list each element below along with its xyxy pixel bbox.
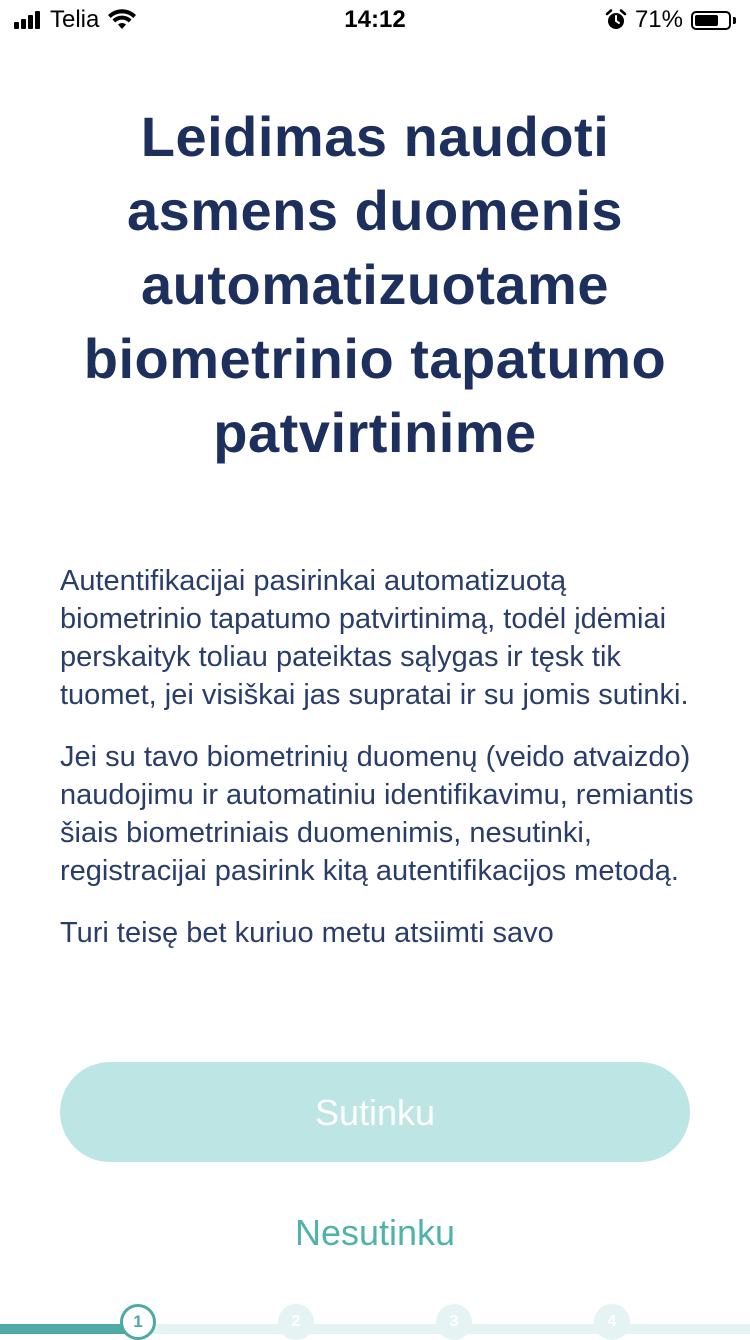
step-indicator-4: 4 bbox=[594, 1304, 630, 1340]
carrier-name: Telia bbox=[50, 6, 100, 33]
battery-percent: 71% bbox=[634, 6, 683, 33]
scroll-fade bbox=[0, 990, 750, 1040]
consent-text[interactable] bbox=[60, 562, 700, 1034]
battery-icon bbox=[691, 11, 731, 30]
step-indicator-2: 2 bbox=[278, 1304, 314, 1340]
disagree-button[interactable]: Nesutinku bbox=[0, 1204, 750, 1262]
step-progress bbox=[0, 1304, 750, 1334]
consent-paragraph: Turi teisę bet kuriuo metu atsiimti savo bbox=[60, 917, 554, 949]
step-indicator-1: 1 bbox=[120, 1304, 156, 1340]
clock-time: 14:12 bbox=[344, 6, 406, 33]
alarm-icon bbox=[605, 9, 627, 31]
page-title: Leidimas naudoti asmens duomenis automatizuotame biometrinio tapatumo patvirtinime bbox=[83, 105, 667, 464]
agree-button[interactable]: Sutinku bbox=[60, 1062, 690, 1162]
progress-fill bbox=[0, 1324, 138, 1334]
consent-paragraph: Autentifikacijai pasirinkai automatizuotą biometrinio tapatumo patvirtinimą, todėl įdėmiai perskaityk toliau pateiktas sąlygas ir tęsk tik tuomet, jei visiškai jas supratai ir su jomis sutinki. bbox=[60, 565, 689, 711]
step-indicator-3: 3 bbox=[436, 1304, 472, 1340]
status-bar bbox=[0, 0, 750, 40]
consent-paragraph: Jei su tavo biometrinių duomenų (veido atvaizdo) naudojimu ir automatiniu identifikavimu, remiantis šiais biometriniais duomenimis, nesutinki, registracijai pasirink kitą autentifikacijos metodą. bbox=[60, 741, 694, 887]
